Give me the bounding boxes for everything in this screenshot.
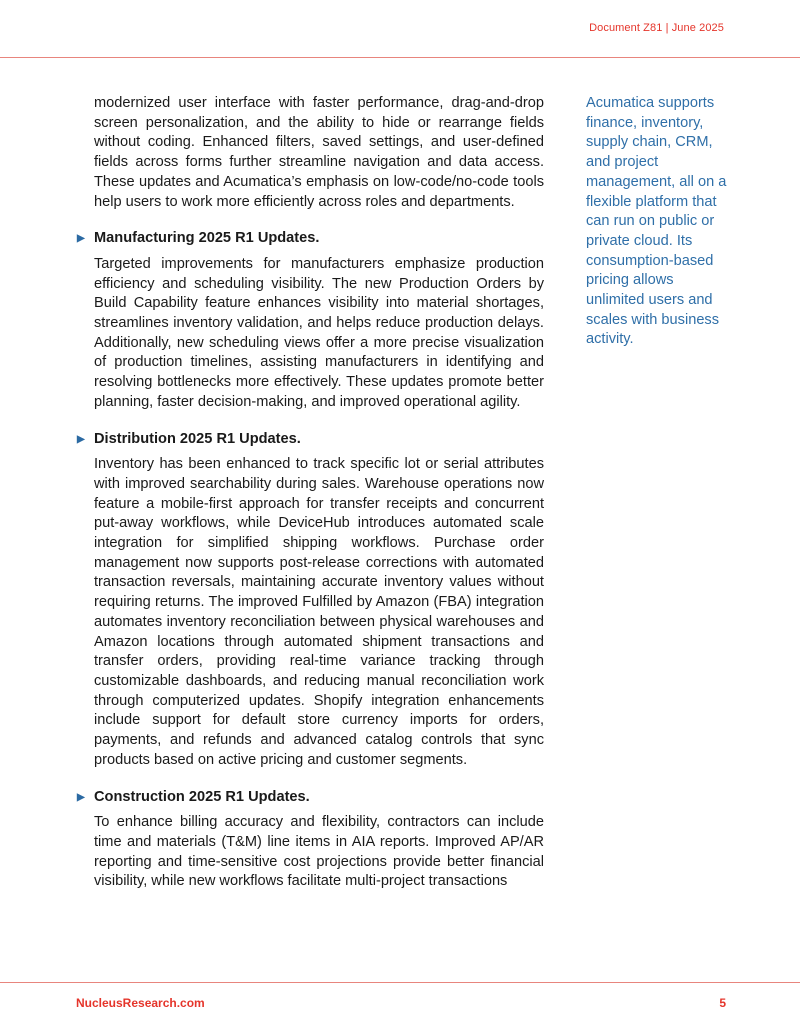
intro-paragraph: modernized user interface with faster performance, drag-and-drop screen personalization, and the ability to hide or rearrange fields without coding. Enhanced filters, saved settings, and user-defined fields across forms further streamline navigation and data access. These updates and Acumatica’s emphasis on low-code/no-code tools help users to work more efficiently across roles and departments. xyxy=(94,95,544,210)
section-distribution xyxy=(77,430,544,771)
section-heading-text: Distribution 2025 R1 Updates. xyxy=(94,430,301,447)
section-heading xyxy=(77,788,544,808)
header-divider xyxy=(0,57,800,58)
section-body: To enhance billing accuracy and flexibility, contractors can include time and materials (T&M) line items in AIA reports. Improved AP/AR reporting and time-sensitive cost projections provide better financial visibility, while new workflows facilitate multi-project transactions xyxy=(94,814,544,890)
triangle-right-icon: ▶ xyxy=(77,233,85,245)
footer-site-link[interactable]: NucleusResearch.com xyxy=(76,996,205,1010)
footer-divider xyxy=(0,982,800,983)
section-construction xyxy=(77,788,544,893)
section-heading-text: Construction 2025 R1 Updates. xyxy=(94,788,310,805)
section-heading-text: Manufacturing 2025 R1 Updates. xyxy=(94,230,320,247)
sidebar-callout: Acumatica supports finance, inventory, supply chain, CRM, and project management, all on a flexible platform that can run on public or private cloud. Its consumption-based pricing allows unlimited users and scales with business activity. xyxy=(586,95,727,348)
triangle-right-icon: ▶ xyxy=(77,433,85,445)
page-number: 5 xyxy=(719,996,726,1010)
document-meta: Document Z81 | June 2025 xyxy=(589,22,724,34)
section-body: Targeted improvements for manufacturers emphasize production efficiency and scheduling visibility. The new Production Orders by Build Capability feature enhances visibility into material shortages, streamlines inventory validation, and helps reduce production delays. Additionally, new scheduling views offer a more precise visualization of production timelines, assisting manufacturers in identifying and resolving bottlenecks more effectively. These updates promote better planning, faster decision-making, and improved operational agility. xyxy=(94,255,544,410)
main-content xyxy=(77,94,544,892)
section-manufacturing xyxy=(77,229,544,412)
section-body: Inventory has been enhanced to track specific lot or serial attributes with improved searchability during sales. Warehouse operations now feature a mobile-first approach for transfer receipts and concurrent put-away workflows, while DeviceHub introduces automated scale integration for simplified shipping workflows. Purchase order management now supports post-release corrections with automated transaction reversals, maintaining accurate inventory values without requiring returns. The improved Fulfilled by Amazon (FBA) integration automates inventory reconciliation between physical warehouses and Amazon locations through automated shipment transactions and transfer orders, providing real-time variance tracking through customizable dashboards, and reducing manual reconciliation work through computerized updates. Shopify integration enhancements include support for default store currency imports for orders, payments, and refunds and advanced catalog controls that sync products based on active pricing and customer segments. xyxy=(94,456,544,768)
section-heading xyxy=(77,430,544,450)
section-heading xyxy=(77,229,544,249)
triangle-right-icon: ▶ xyxy=(77,791,85,803)
